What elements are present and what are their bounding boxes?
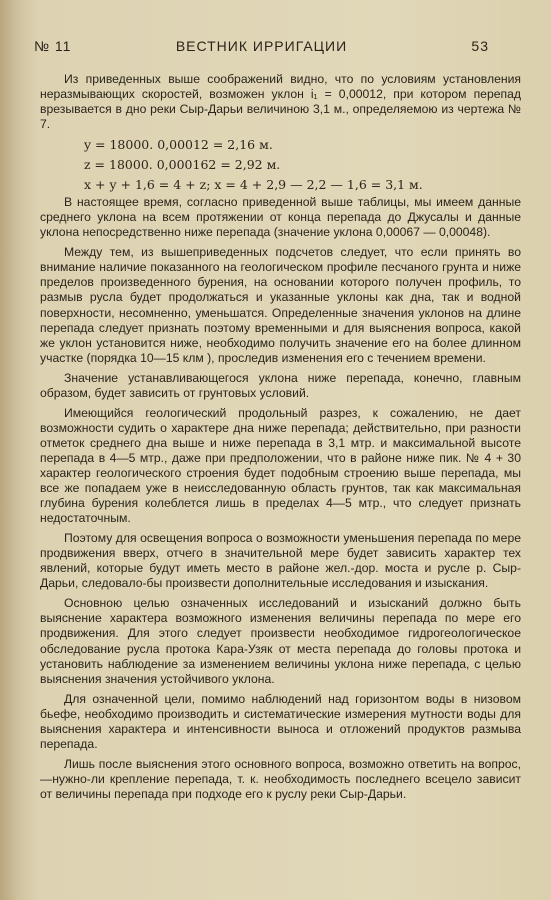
paragraph: В настоящее время, согласно приведенной выше таблицы, мы имеем данные среднего уклона на всем протяжении от конца перепада до Джусалы и данные уклона непосредственно ниже перепада (значение уклона 0,00067 — 0,00048). [40, 195, 521, 240]
article-body [40, 72, 521, 807]
paragraph: Основною целью означенных исследований и изысканий должно быть выяснение характера возможного изменения величины перепада по мере его продвижения. Для этого следует произвести необходимое гидрогеологическое обследование русла протока Кара-Узяк от места перепада до головы протока и установить наблюдение за изменением величины уклона ниже перепада, с целью выяснения значения устойчивого уклона. [40, 596, 521, 686]
issue-number: № 11 [34, 38, 72, 54]
formula-line: x + y + 1,6 = 4 + z; x = 4 + 2,9 — 2,2 — 1,6 = 3,1 м. [84, 177, 423, 193]
paragraph: Поэтому для освещения вопроса о возможности уменьшения перепада по мере продвижения вверх, отчего в значительной мере будет зависить характер тех явлений, которые будут иметь место в районе жел.-дор. моста и русле р. Сыр-Дарьи, следовало-бы произвести дополнительные исследования и изыскания. [40, 531, 521, 591]
paragraph: Для означенной цели, помимо наблюдений над горизонтом воды в низовом бьефе, необходимо производить и систематические измерения мутности воды для выяснения характера и интенсивности выноса и отложений продуктов размыва перепада. [40, 691, 521, 751]
page-number: 53 [471, 38, 489, 54]
page-header [34, 38, 489, 54]
journal-title: ВЕСТНИК ИРРИГАЦИИ [175, 38, 348, 54]
formula-line: z = 18000. 0,000162 = 2,92 м. [84, 157, 281, 173]
paragraph: Имеющийся геологический продольный разрез, к сожалению, не дает возможности судить о характере дна ниже перепада; действительно, при разности отметок среднего дна выше и ниже перепада в 3,1 мтр. и максимальной высоте перепада в 4—5 мтр., даже при предположении, что в районе ниже пик. № 4 + 30 характер геологического строения будет подобным строению выше перепада, мы все же попадаем уже в неисследованную область грунтов, так как максимальная глубина бурения колеблется лишь в пределах 4—5 мтр., что следует признать недостаточным. [40, 405, 521, 526]
paragraph: Из приведенных выше соображений видно, что по условиям установления неразмывающих скоростей, возможен уклон i₁ = 0,00012, при котором перепад врезывается в дно реки Сыр-Дарьи величиною 3,1 м., определяемою из чертежа № 7. [40, 72, 521, 132]
paragraph: Лишь после выяснения этого основного вопроса, возможно ответить на вопрос,—нужно-ли крепление перепада, т. к. необходимость последнего всецело зависит от величины перепада при подходе его к руслу реки Сыр-Дарьи. [40, 756, 521, 801]
paragraph: Значение устанавливающегося уклона ниже перепада, конечно, главным образом, будет зависить от грунтовых условий. [40, 370, 521, 400]
paragraph: Между тем, из вышеприведенных подсчетов следует, что если принять во внимание наличие показанного на геологическом профиле песчаного грунта и ниже пределов произведенного бурения, на основании которого получен профиль, то размыв русла будет продолжаться и указанные уклоны как дна, так и водной поверхности, несомненно, уменьшатся. Определенные значения уклонов на длине перепада следует признать поэтому временными и для выяснения вопроса, какой же уклон установится ниже, необходимо получить значение его на более длинном участке (порядка 10—15 клм ), проследив изменения его с течением времени. [40, 245, 521, 365]
formula-line: y = 18000. 0,00012 = 2,16 м. [84, 137, 273, 153]
